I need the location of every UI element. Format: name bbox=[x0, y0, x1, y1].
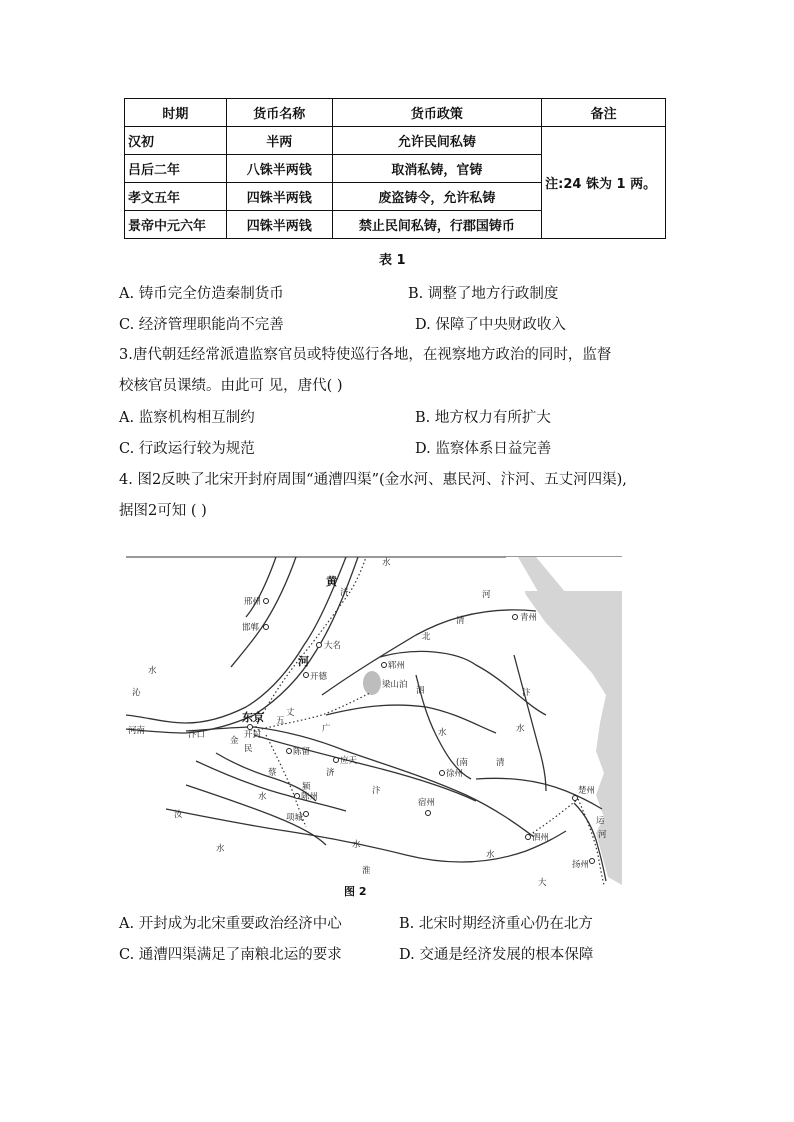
label-bei: 北 bbox=[422, 632, 431, 642]
label-yun: 运 bbox=[596, 816, 605, 826]
label-river-he: 河 bbox=[298, 655, 309, 668]
label-shui-6: 水 bbox=[486, 850, 495, 860]
header-currency-policy: 货币政策 bbox=[332, 99, 542, 127]
label-he-2: 河 bbox=[482, 590, 491, 600]
label-bianjing-kou: 汴口 bbox=[188, 730, 206, 740]
label-qingzhou: 青州 bbox=[520, 613, 538, 623]
cell-note: 注:24 铢为 1 两。 bbox=[542, 127, 666, 239]
label-yi: 汴 bbox=[522, 688, 531, 698]
label-xingzhou: 邢州 bbox=[244, 597, 262, 607]
cell-period: 汉初 bbox=[125, 127, 227, 155]
q4-stem-line1: 4. 图2反映了北宋开封府周围“通漕四渠”(金水河、惠民河、汴河、五丈河四渠), bbox=[119, 472, 627, 488]
label-shui-1: 水 bbox=[382, 558, 391, 568]
cell-currency-name: 半两 bbox=[226, 127, 332, 155]
header-remarks: 备注 bbox=[542, 99, 666, 127]
map-caption: 图 2 bbox=[344, 885, 367, 898]
label-qing-2: 清 bbox=[496, 758, 505, 768]
q2-option-d: D. 保障了中央财政收入 bbox=[415, 317, 566, 333]
label-yangzhou: 扬州 bbox=[572, 860, 590, 870]
cell-currency-name: 四铢半两钱 bbox=[226, 183, 332, 211]
label-dongjing: 东京 bbox=[242, 711, 264, 724]
northern-song-canal-map bbox=[126, 555, 622, 903]
label-huai: 淮 bbox=[362, 866, 371, 876]
label-henan: 河南 bbox=[128, 726, 146, 736]
label-shui-5: 水 bbox=[216, 844, 225, 854]
cell-policy: 允许民间私铸 bbox=[332, 127, 542, 155]
label-chenliu: 陈留 bbox=[293, 747, 311, 757]
label-daming: 大名 bbox=[324, 641, 342, 651]
q2-option-a: A. 铸币完全仿造秦制货币 bbox=[119, 286, 284, 302]
cell-policy: 禁止民间私铸，行郡国铸币 bbox=[332, 211, 542, 239]
label-nanqing: (南 bbox=[456, 758, 468, 768]
label-handan: 邯郸 bbox=[242, 623, 260, 633]
label-shui-7: 水 bbox=[148, 666, 157, 676]
q2-option-b: B. 调整了地方行政制度 bbox=[408, 286, 559, 302]
q4-option-c: C. 通漕四渠满足了南粮北运的要求 bbox=[119, 947, 342, 963]
q4-option-d: D. 交通是经济发展的根本保障 bbox=[399, 947, 594, 963]
table-caption: 表 1 bbox=[379, 253, 406, 268]
label-xuzhou: 徐州 bbox=[446, 769, 464, 779]
currency-table bbox=[124, 98, 666, 239]
q4-stem-line2: 据图2可知 ( ) bbox=[119, 503, 207, 519]
table-header-row bbox=[125, 99, 666, 127]
q4-option-a: A. 开封成为北宋重要政治经济中心 bbox=[119, 916, 342, 932]
label-qing: 清 bbox=[456, 616, 465, 626]
q3-stem-line2: 校核官员课绩。由此可 见，唐代( ) bbox=[119, 378, 343, 394]
label-si: 泗 bbox=[416, 686, 425, 696]
label-yingtian: 应天 bbox=[340, 756, 358, 766]
label-shui-8: 水 bbox=[258, 792, 267, 802]
label-suzhou: 宿州 bbox=[418, 798, 436, 808]
label-ying: 颍 bbox=[302, 782, 311, 792]
label-river-huang: 黄 bbox=[326, 575, 337, 588]
cell-policy: 废盗铸令，允许私铸 bbox=[332, 183, 542, 211]
label-wu: 五 bbox=[276, 716, 285, 726]
cell-currency-name: 四铢半两钱 bbox=[226, 211, 332, 239]
q3-stem-line1: 3.唐代朝廷经常派遣监察官员或特使巡行各地，在视察地方政治的同时，监督 bbox=[119, 347, 612, 363]
label-chenzhou: 陈州 bbox=[301, 792, 319, 802]
label-shui-3: 水 bbox=[438, 728, 447, 738]
cell-policy: 取消私铸，官铸 bbox=[332, 155, 542, 183]
q3-option-a: A. 监察机构相互制约 bbox=[119, 410, 255, 426]
label-da: 大 bbox=[538, 878, 547, 888]
q3-option-d: D. 监察体系日益完善 bbox=[415, 441, 552, 457]
label-ji-north: 济 bbox=[340, 588, 349, 598]
label-qin: 沁 bbox=[132, 688, 141, 698]
label-ru: 汝 bbox=[174, 810, 183, 820]
label-cai: 蔡 bbox=[268, 768, 277, 778]
label-ji: 济 bbox=[326, 768, 335, 778]
label-he-3: 河 bbox=[598, 830, 607, 840]
q2-option-c: C. 经济管理职能尚不完善 bbox=[119, 317, 284, 333]
label-chuzhou: 楚州 bbox=[578, 786, 596, 796]
label-sizhou: 泗州 bbox=[532, 833, 550, 843]
label-guang: 广 bbox=[322, 724, 331, 734]
label-shui-4: 水 bbox=[352, 840, 361, 850]
liangshanpo-lake bbox=[363, 671, 381, 695]
label-kaifeng: 开封 bbox=[244, 730, 262, 740]
table-row bbox=[125, 127, 666, 155]
label-min: 民 bbox=[244, 744, 253, 754]
q3-option-c: C. 行政运行较为规范 bbox=[119, 441, 255, 457]
label-kaide: 开德 bbox=[310, 672, 328, 682]
q4-option-b: B. 北宋时期经济重心仍在北方 bbox=[399, 916, 593, 932]
q3-option-b: B. 地方权力有所扩大 bbox=[415, 410, 551, 426]
cell-period: 景帝中元六年 bbox=[125, 211, 227, 239]
label-bian: 汴 bbox=[372, 786, 381, 796]
header-period: 时期 bbox=[125, 99, 227, 127]
label-jin: 金 bbox=[230, 736, 239, 746]
label-zhang: 丈 bbox=[286, 708, 295, 718]
header-currency-name: 货币名称 bbox=[226, 99, 332, 127]
label-shui-2: 水 bbox=[516, 724, 525, 734]
label-xiangcheng: 项城 bbox=[286, 813, 304, 823]
cell-period: 吕后二年 bbox=[125, 155, 227, 183]
cell-period: 孝文五年 bbox=[125, 183, 227, 211]
cell-currency-name: 八铢半两钱 bbox=[226, 155, 332, 183]
label-liangshanpo: 梁山泊 bbox=[382, 680, 408, 690]
label-yunzhou: 郓州 bbox=[388, 661, 406, 671]
